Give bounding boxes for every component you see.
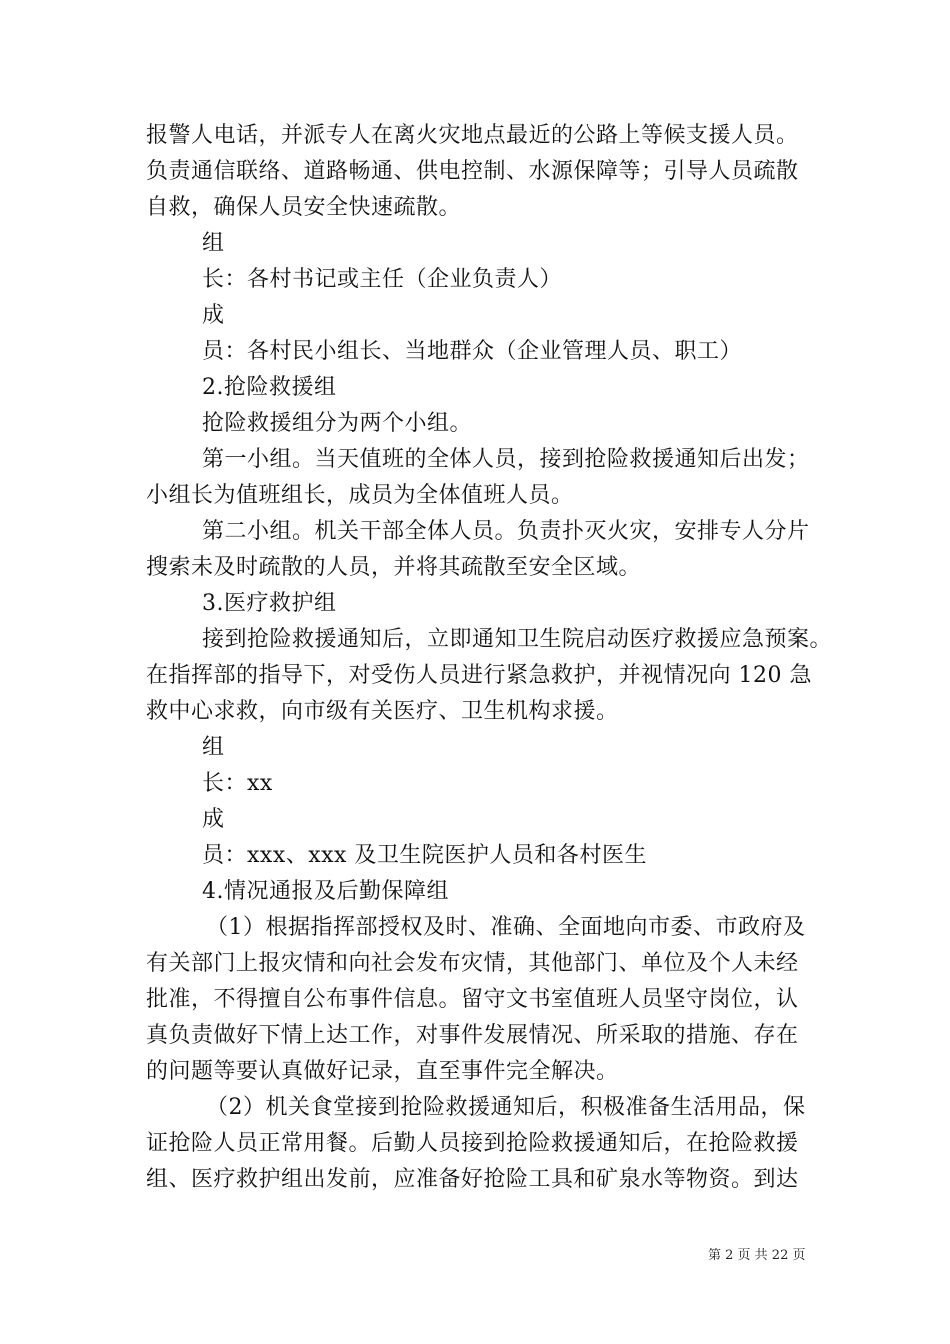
text-line: 员：xxx、xxx 及卫生院医护人员和各村医生 [202, 843, 647, 868]
text-line: 抢险救援组分为两个小组。 [202, 411, 473, 436]
text-line: 组 [202, 231, 225, 256]
text-line: 真负责做好下情上达工作，对事件发展情况、所采取的措施、存在 [146, 1023, 799, 1048]
text-line: 在指挥部的指导下，对受伤人员进行紧急救护，并视情况向 120 急 [146, 663, 812, 688]
text-line: 自救，确保人员安全快速疏散。 [146, 195, 462, 220]
text-line: 搜索未及时疏散的人员，并将其疏散至安全区域。 [146, 555, 642, 580]
text-line: 有关部门上报灾情和向社会发布灾情，其他部门、单位及个人未经 [146, 951, 799, 976]
section-heading: 3.医疗救护组 [202, 591, 337, 616]
text-line: （2）机关食堂接到抢险救援通知后，积极准备生活用品，保 [206, 1095, 806, 1120]
text-line: 长：各村书记或主任（企业负责人） [202, 267, 563, 292]
text-line: 小组长为值班组长，成员为全体值班人员。 [146, 483, 574, 508]
text-line: 批准，不得擅自公布事件信息。留守文书室值班人员坚守岗位，认 [146, 987, 799, 1012]
section-heading: 2.抢险救援组 [202, 375, 337, 400]
text-line: 组 [202, 735, 225, 760]
text-line: 员：各村民小组长、当地群众（企业管理人员、职工） [202, 339, 743, 364]
text-line: 第一小组。当天值班的全体人员，接到抢险救援通知后出发； [202, 447, 810, 472]
text-line: 负责通信联络、道路畅通、供电控制、水源保障等；引导人员疏散 [146, 159, 799, 184]
document-body [146, 118, 833, 1198]
text-line: 第二小组。机关干部全体人员。负责扑灭火灾，安排专人分片 [202, 519, 810, 544]
text-line: 成 [202, 303, 225, 328]
text-line: 报警人电话，并派专人在离火灾地点最近的公路上等候支援人员。 [146, 123, 799, 148]
text-line: 接到抢险救援通知后，立即通知卫生院启动医疗救援应急预案。 [202, 627, 833, 652]
page-number-footer: 第 2 页 共 22 页 [708, 1248, 806, 1263]
text-line: 证抢险人员正常用餐。后勤人员接到抢险救援通知后，在抢险救援 [146, 1131, 799, 1156]
text-line: 的问题等要认真做好记录，直至事件完全解决。 [146, 1059, 619, 1084]
text-line: 长：xx [202, 771, 273, 796]
text-line: 救中心求救，向市级有关医疗、卫生机构求援。 [146, 699, 619, 724]
text-line: （1）根据指挥部授权及时、准确、全面地向市委、市政府及 [206, 915, 806, 940]
text-line: 成 [202, 807, 225, 832]
section-heading: 4.情况通报及后勤保障组 [202, 879, 449, 904]
text-line: 组、医疗救护组出发前，应准备好抢险工具和矿泉水等物资。到达 [146, 1167, 799, 1192]
